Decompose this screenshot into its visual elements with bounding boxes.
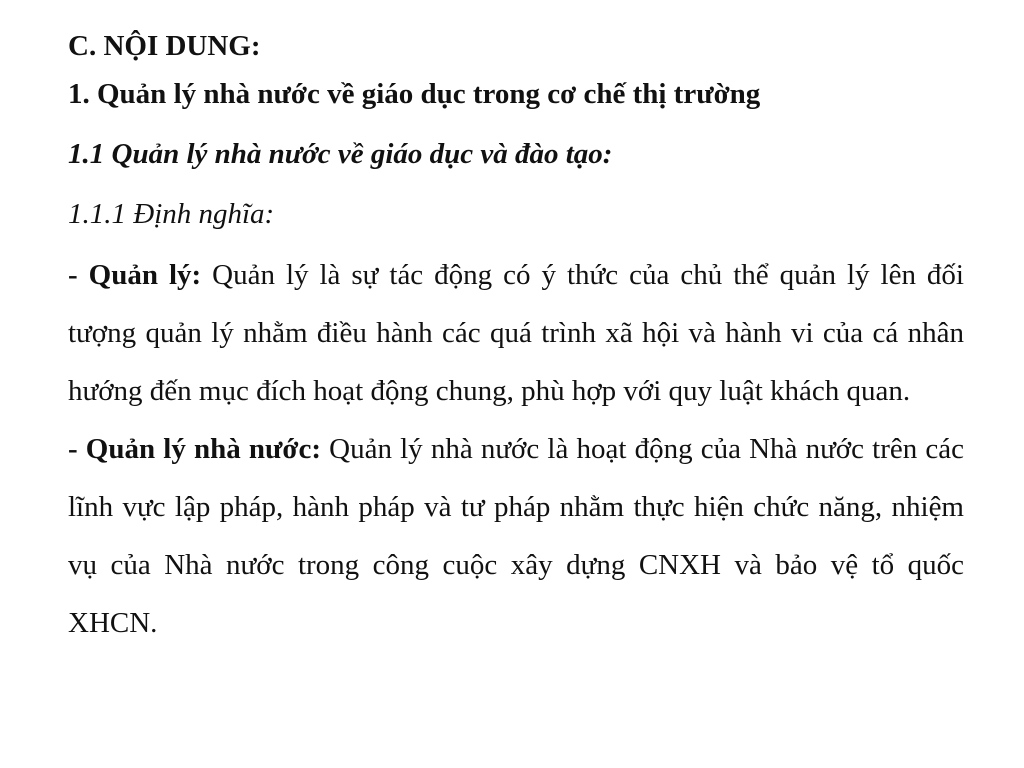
subsubsection-heading: 1.1 Quản lý nhà nước về giáo dục và đào tạo: [68, 138, 613, 170]
definition-paragraph-management [68, 246, 964, 420]
definition-paragraph-state-management [68, 420, 964, 652]
subsection-heading: 1. Quản lý nhà nước về giáo dục trong cơ chế thị trường [68, 78, 761, 110]
definition-term: - Quản lý nhà nước: [68, 433, 321, 465]
section-heading: C. NỘI DUNG: [68, 30, 261, 62]
slide-content [68, 24, 964, 652]
definition-heading: 1.1.1 Định nghĩa: [68, 198, 275, 230]
definition-text: Quản lý là sự tác động có ý thức của chủ thể quản lý lên đối tượng quản lý nhằm điều hành các quá trình xã hội và hành vi của cá nhân hướng đến mục đích hoạt động chung, phù hợp với quy luật khách quan. [68, 259, 964, 407]
definition-term: - Quản lý: [68, 259, 202, 291]
definition-text: Quản lý nhà nước là hoạt động của Nhà nước trên các lĩnh vực lập pháp, hành pháp và tư pháp nhằm thực hiện chức năng, nhiệm vụ của Nhà nước trong công cuộc xây dựng CNXH và bảo vệ tổ quốc XHCN. [68, 433, 964, 639]
